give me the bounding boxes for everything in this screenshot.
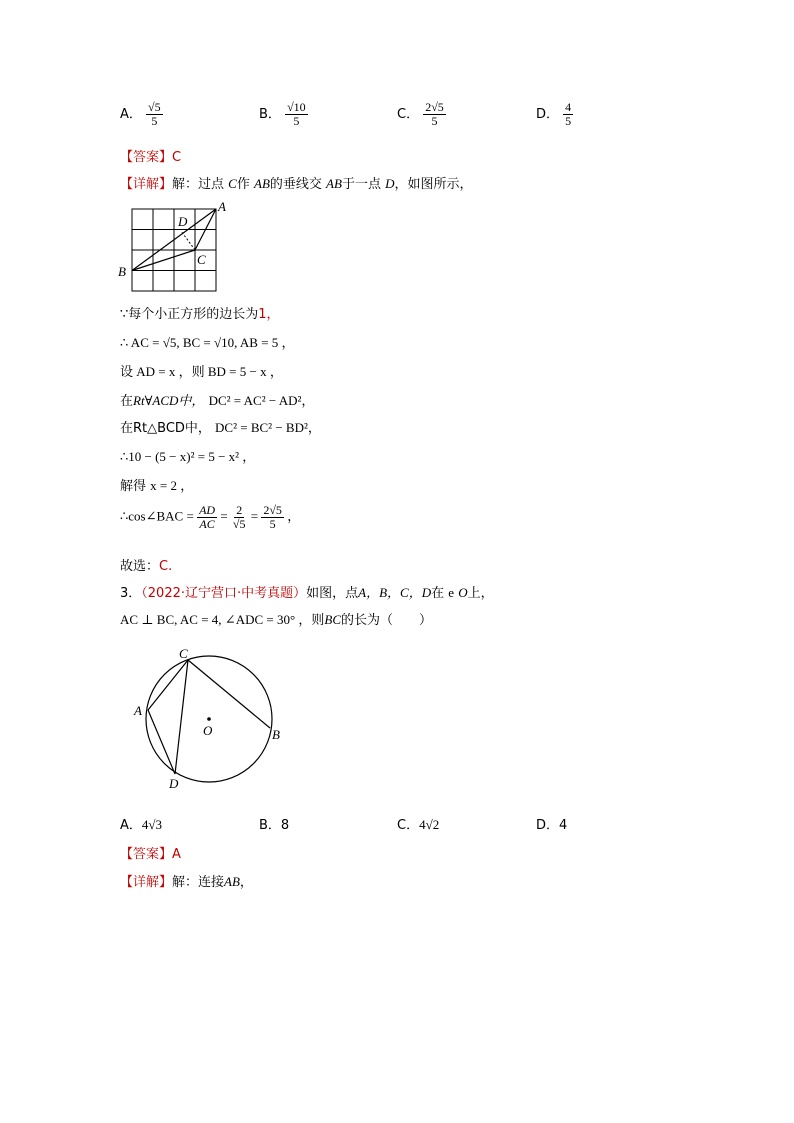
q3-condition xyxy=(120,609,432,628)
circle-label-c: C xyxy=(179,646,188,661)
q2-option-a-numerator: √5 xyxy=(148,100,161,114)
q2-option-d-numerator: 4 xyxy=(565,100,572,114)
q3-points: A，B，C，D xyxy=(358,585,432,600)
fraction-3-denominator: 5 xyxy=(269,517,276,531)
grid-label-b: B xyxy=(118,264,126,279)
step-1 xyxy=(120,303,280,322)
step-3: 设 AD = x ，则 BD = 5 − x ， xyxy=(120,364,283,379)
fraction-1-denominator: AC xyxy=(199,517,215,531)
q2-option-d-fraction xyxy=(563,101,573,128)
answer-tag: 【答案】 xyxy=(120,150,173,165)
detail-tail: ，如图所示， xyxy=(394,177,473,192)
q3-option-a-value: 4√3 xyxy=(141,817,163,832)
step-5-prefix: 在Rt△BCD中， xyxy=(120,421,211,436)
step-9 xyxy=(120,555,172,574)
q3-option-d xyxy=(536,814,567,833)
q2-option-b-label: B． xyxy=(259,107,281,122)
center-dot xyxy=(207,717,211,721)
detail-line-ab: AB xyxy=(254,176,270,191)
q2-option-d-denominator: 5 xyxy=(565,114,572,128)
q3-condition-math: AC ⊥ BC, AC = 4, ∠ADC = 30° ，则 xyxy=(120,612,325,627)
circle-figure xyxy=(128,643,288,795)
grid-label-a: A xyxy=(218,199,226,214)
q3-detail-text: 解：连接 xyxy=(172,875,225,890)
q2-option-c xyxy=(397,101,446,128)
grid-label-c: C xyxy=(197,252,206,267)
step-4-equation: DC² = AC² − AD²， xyxy=(208,393,315,408)
fraction-3-numerator: 2√5 xyxy=(263,503,282,517)
q3-option-b-label: B． xyxy=(259,818,281,833)
q3-answer xyxy=(120,843,181,862)
q2-option-a-denominator: 5 xyxy=(151,114,158,128)
step-8-eq1: = xyxy=(220,508,228,524)
q3-answer-tag: 【答案】 xyxy=(120,847,173,862)
q3-number: 3． xyxy=(120,586,142,601)
q2-option-b-fraction xyxy=(285,101,308,128)
detail-line-ab-2: AB xyxy=(326,176,342,191)
q2-option-a-fraction xyxy=(146,101,163,128)
q2-answer xyxy=(120,146,181,165)
q3-option-a-label: A． xyxy=(120,818,142,833)
detail-mid3: 于一点 xyxy=(341,177,381,192)
fraction-1-numerator: AD xyxy=(199,503,216,517)
q3-option-d-value: 4 xyxy=(559,818,568,833)
q3-option-c-value: 4√2 xyxy=(419,817,440,832)
grid-lines xyxy=(132,209,216,291)
circle-label-a: A xyxy=(134,703,142,718)
q2-option-c-numerator: 2√5 xyxy=(425,100,444,114)
q3-text-4: 的长为（ ） xyxy=(341,613,433,628)
detail-intro: 解：过点 xyxy=(172,177,225,192)
q3-option-b xyxy=(259,814,289,833)
circle-label-d: D xyxy=(169,776,179,791)
fraction-2-root5 xyxy=(231,504,248,531)
detail-point-d: D xyxy=(385,176,395,191)
q3-circle-o: O xyxy=(458,585,468,600)
q3-option-c xyxy=(397,814,439,833)
figure-lines xyxy=(148,660,270,774)
q3-option-c-label: C． xyxy=(397,818,420,833)
q3-option-d-label: D． xyxy=(536,818,560,833)
step-8-tail: ， xyxy=(287,508,301,524)
step-6: ∴10 − (5 − x)² = 5 − x² ， xyxy=(120,449,256,464)
perpendicular-cd xyxy=(181,231,195,250)
q3-answer-value: A xyxy=(172,847,181,862)
step-7-prefix: 解得 xyxy=(120,479,147,494)
step-4 xyxy=(120,390,314,409)
q3-detail-tail: ， xyxy=(239,875,253,890)
q3-text-2: 在 xyxy=(431,586,445,601)
q3-text-3: 上， xyxy=(467,586,494,601)
q2-option-a xyxy=(120,101,163,128)
step-2: ∴ AC = √5, BC = √10, AB = 5 ， xyxy=(120,335,295,350)
step-9-choice: C. xyxy=(159,559,173,574)
step-7 xyxy=(120,475,193,494)
step-4-prefix: 在 xyxy=(120,394,134,409)
grid-figure xyxy=(115,198,240,296)
q2-detail xyxy=(120,173,473,192)
q3-detail xyxy=(120,871,253,890)
q3-text-1: 如图，点 xyxy=(306,586,359,601)
q3-option-b-value: 8 xyxy=(280,818,290,833)
detail-point-c: C xyxy=(228,176,237,191)
q2-option-b-numerator: √10 xyxy=(287,100,306,114)
q2-option-c-denominator: 5 xyxy=(431,114,438,128)
q2-option-a-label: A． xyxy=(120,107,142,122)
step-1-text: ∵每个小正方形的边长为 xyxy=(120,307,259,322)
q2-option-b-denominator: 5 xyxy=(293,114,300,128)
step-8-prefix: ∴cos∠BAC = xyxy=(120,508,194,524)
q2-option-c-label: C． xyxy=(397,107,420,122)
q3-source: （2022·辽宁营口·中考真题） xyxy=(141,586,307,601)
step-8-eq2: = xyxy=(250,508,259,524)
circle-label-b: B xyxy=(272,727,280,742)
q3-stem xyxy=(120,582,494,601)
q3-detail-ab: AB xyxy=(224,874,240,889)
fraction-2root5-5 xyxy=(261,504,284,531)
q2-option-c-fraction xyxy=(423,101,446,128)
step-9-prefix: 故选： xyxy=(120,559,160,574)
step-5-equation: DC² = BC² − BD²， xyxy=(215,420,321,435)
answer-value: C xyxy=(172,150,182,165)
step-8 xyxy=(120,504,300,531)
step-4-triangle: Rt∀ACD中， xyxy=(133,393,205,408)
q3-circle-symbol: e xyxy=(448,585,455,600)
q2-option-d-label: D． xyxy=(536,107,560,122)
q3-detail-tag: 【详解】 xyxy=(120,875,173,890)
fraction-ad-ac xyxy=(197,504,217,531)
fraction-2-numerator: 2 xyxy=(236,503,243,517)
fraction-2-denominator: √5 xyxy=(232,517,246,531)
q3-bc: BC xyxy=(324,612,342,627)
step-5 xyxy=(120,417,321,436)
q2-option-d xyxy=(536,101,573,128)
step-1-value: 1， xyxy=(258,307,280,322)
detail-mid2: 的垂线交 xyxy=(269,177,322,192)
circle-label-o: O xyxy=(203,723,213,738)
q3-option-a xyxy=(120,814,162,833)
step-7-result: x = 2 ， xyxy=(150,478,194,493)
grid-label-d: D xyxy=(178,214,188,229)
detail-tag: 【详解】 xyxy=(120,177,173,192)
detail-mid1: 作 xyxy=(236,177,250,192)
q2-option-b xyxy=(259,101,308,128)
